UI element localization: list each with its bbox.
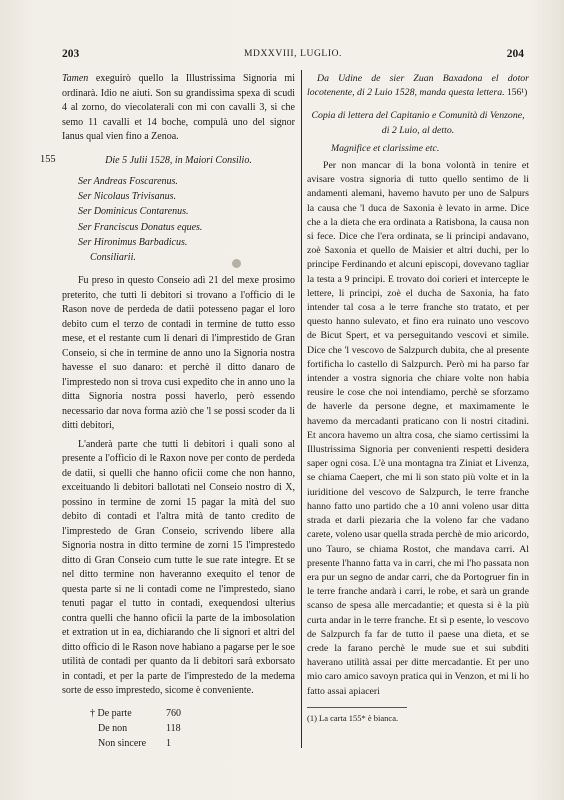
column-divider <box>301 70 302 748</box>
left-page-number: 203 <box>62 48 80 60</box>
letter-heading-text: Da Udine de sier Zuan Baxadona el dotor locotenente, di 2 Luio 1528, manda questa lettera. <box>307 73 529 99</box>
vote-label: Non sincere <box>98 737 147 749</box>
vote-row <box>90 706 295 721</box>
intro-lead: Tamen <box>62 73 89 84</box>
councillor-name: Ser Hironimus Barbadicus. <box>78 236 188 248</box>
councillor-name: Ser Nicolaus Trivisanus. <box>78 191 177 203</box>
vote-row <box>90 721 295 736</box>
councillor-name: Ser Franciscus Donatus eques. <box>78 221 203 233</box>
vote-value: 760 <box>166 707 181 719</box>
footnote: (1) La carta 155* è bianca. <box>307 712 399 723</box>
footnote-rule <box>307 707 407 708</box>
letter-heading <box>307 72 529 100</box>
margin-note: 156¹) <box>507 88 528 99</box>
intro-text: exeguirò quello la Illustrissima Signoria mi ordinarà. Idio ne aiuti. Son su grandissima spexa di scudi 4 al zorno, do viecolaterali con mi con cavalli 3, si che semo 11 cavalli et 14 boche, compulà uno del signor Ianus qual vien fino a Zenoa. <box>62 73 295 142</box>
left-column <box>62 72 295 751</box>
consiliarii-label: Consiliarii. <box>90 252 136 264</box>
councillor-name: Ser Andreas Foscarenus. <box>78 176 178 187</box>
salutation: Magnifice et clarissime etc. <box>331 142 440 154</box>
councillor-name: Ser Dominicus Contarenus. <box>78 206 189 218</box>
vote-value: 118 <box>166 722 181 734</box>
running-title: MDXXVIII, LUGLIO. <box>243 49 343 59</box>
letter-body: Per non mancar di la bona volontà in tenire et avisare vostra signoria di tutto quello sentimo de li andamenti alemani, havemo havuto per uno de Salpurs la causa che 'l duca de Saxonia è levato in arme. Dice che a la dieta che era ordinata a Ratisbona, la causa non si fece. Dice che l'era ordinata, se li principi andavano, zoè Saxonia et quello de Maisier et altri duchi, per lo principe Ferdinando et alcuni episcopi, dovevano tagliar la testa a 9 principi. E trovato doi corieri et intercepte le lettere, li principi, zoè el ducha de Saxonia, ha fato intender tal cosa a le terre franche sto tratato, et per questo hanno sulevato, et fino era ruinato uno vescovo de Bicut Spert, et va perseguitando vescovi et simile. Dice che 'l vescovo de Salzpurch dubita, che al presente fortificha lo castello di Salzpurch. Però mi ha parso far intender a vostra signoria che chiare volte non habia reusire le cose che noi intendiamo, perchè se sforzamo de haverle da persone degne, et maximamente le havemo da mercadanti praticano con li nostri citadini. Et ancora havemo un altra cosa, che siamo certissimi la Illustrissima Signoria per convenienti respetti desidera saper ogni cosa. L'è una montagna tra Ziniat et Livenza, se chiama Caepert, che mi li son stato più volte et in la iuriditione del vescovo de Salzpurch, le terre franche hanno fatto uno partido che a 10 anni voleno usar ditta strada et darli piezaria che la voleno far che vadano carete, voleno usar quella strada perchè de mio aricordo, uno Tauro, se chiama Rostot, che mandava carri. Al presente l'hanno fatta va in carri, che mi l'ho passata non era pur un segno de andar carri, che da Portogruer fin in le terre franche andarà i carri, le robe, et sarà un grande scanso de spesa alle mercadantie; et questa si è la più curta andar in le terre franche. Et sì p esente, lo vescovo de Salzpurch fa far de tutto il paese una dieta, et se crede la farano perchè le mude sue et sui subditi haverano utilità assai per ditte mercadantie. Et per uno mio caro amico savoyn pratica qui in Venzon, et mi li ho fatto assai apiaceri <box>307 160 529 697</box>
session-heading: Die 5 Julii 1528, in Maiori Consilio. <box>105 154 252 166</box>
vote-tally <box>90 706 295 751</box>
vote-label: † De parte <box>90 707 132 719</box>
intro-paragraph <box>62 72 295 145</box>
right-column <box>307 72 529 725</box>
vote-value: 1 <box>166 737 171 749</box>
vote-label: De non <box>98 722 128 734</box>
margin-number: 155 <box>40 154 56 165</box>
copy-title: Copia di lettera del Capitanio e Comunità di Venzone, di 2 Luio, al detto. <box>311 110 525 136</box>
right-page-number: 204 <box>506 48 524 60</box>
running-header <box>62 48 524 64</box>
councillor-list <box>62 174 295 265</box>
vote-row <box>90 736 295 751</box>
decree-paragraph-2: L'anderà parte che tutti li debitori i quali sono al presente a l'officio di le Raxon nove per conto de perdeda de datii, si quelli che hanno oficii come che non hanno, exceituando li debitori ballotati nel Conseio nostro di X, possino in termine de zorni 15 pagar la mità del suo debito di contadi et l'altra mità de tanto credito de l'imprestedo de Gran Conseio, scrivendo libere alla Signoria nostra in ditto termine de zorni 15 l'imprestedo ditto di Gran Conseio cum tutte le sue rate integre. Et se nel ditto termine non haveranno exequito el tenor de questa parte si ne li contadi come ne l'imprestedo, siano tenuti pagar el tutto in contadi, exequendosi ulterius contra quelli che hanno oficii la parte de la imbosolation et extration ut in ea, dichiarando che li signori et altri del ditto officio di le Rason nove habiano a pagarse per le soe utilità de contadi per quanto da li debitori sarà exborsato in contadi, et per la parte de l'imprestedo de la medema sorte de esso imprestedo, sicome è conveniente. <box>62 438 295 697</box>
decree-paragraph-1: Fu preso in questo Conseio adì 21 del mexe prosimo preterito, che tutti li debitori si trovano a l'officio di le Rason nove de perdeda de datii potesseno pagar el loro debito cum el terzo de contadi in termine de tutto esso mese, et el restante cum li denari di l'imprestido de Gran Conseio, si che in termine de anno uno la Signoria nostra havesse el suo danaro: et perchè il ditto danaro de l'imprestedo non si trova cusì expedito che in anno uno la ditta Signoria nostra possi haverlo, però essendo necessario dar nova forma aziò che 'l se possi scoder da li ditti debitori, <box>62 275 295 432</box>
